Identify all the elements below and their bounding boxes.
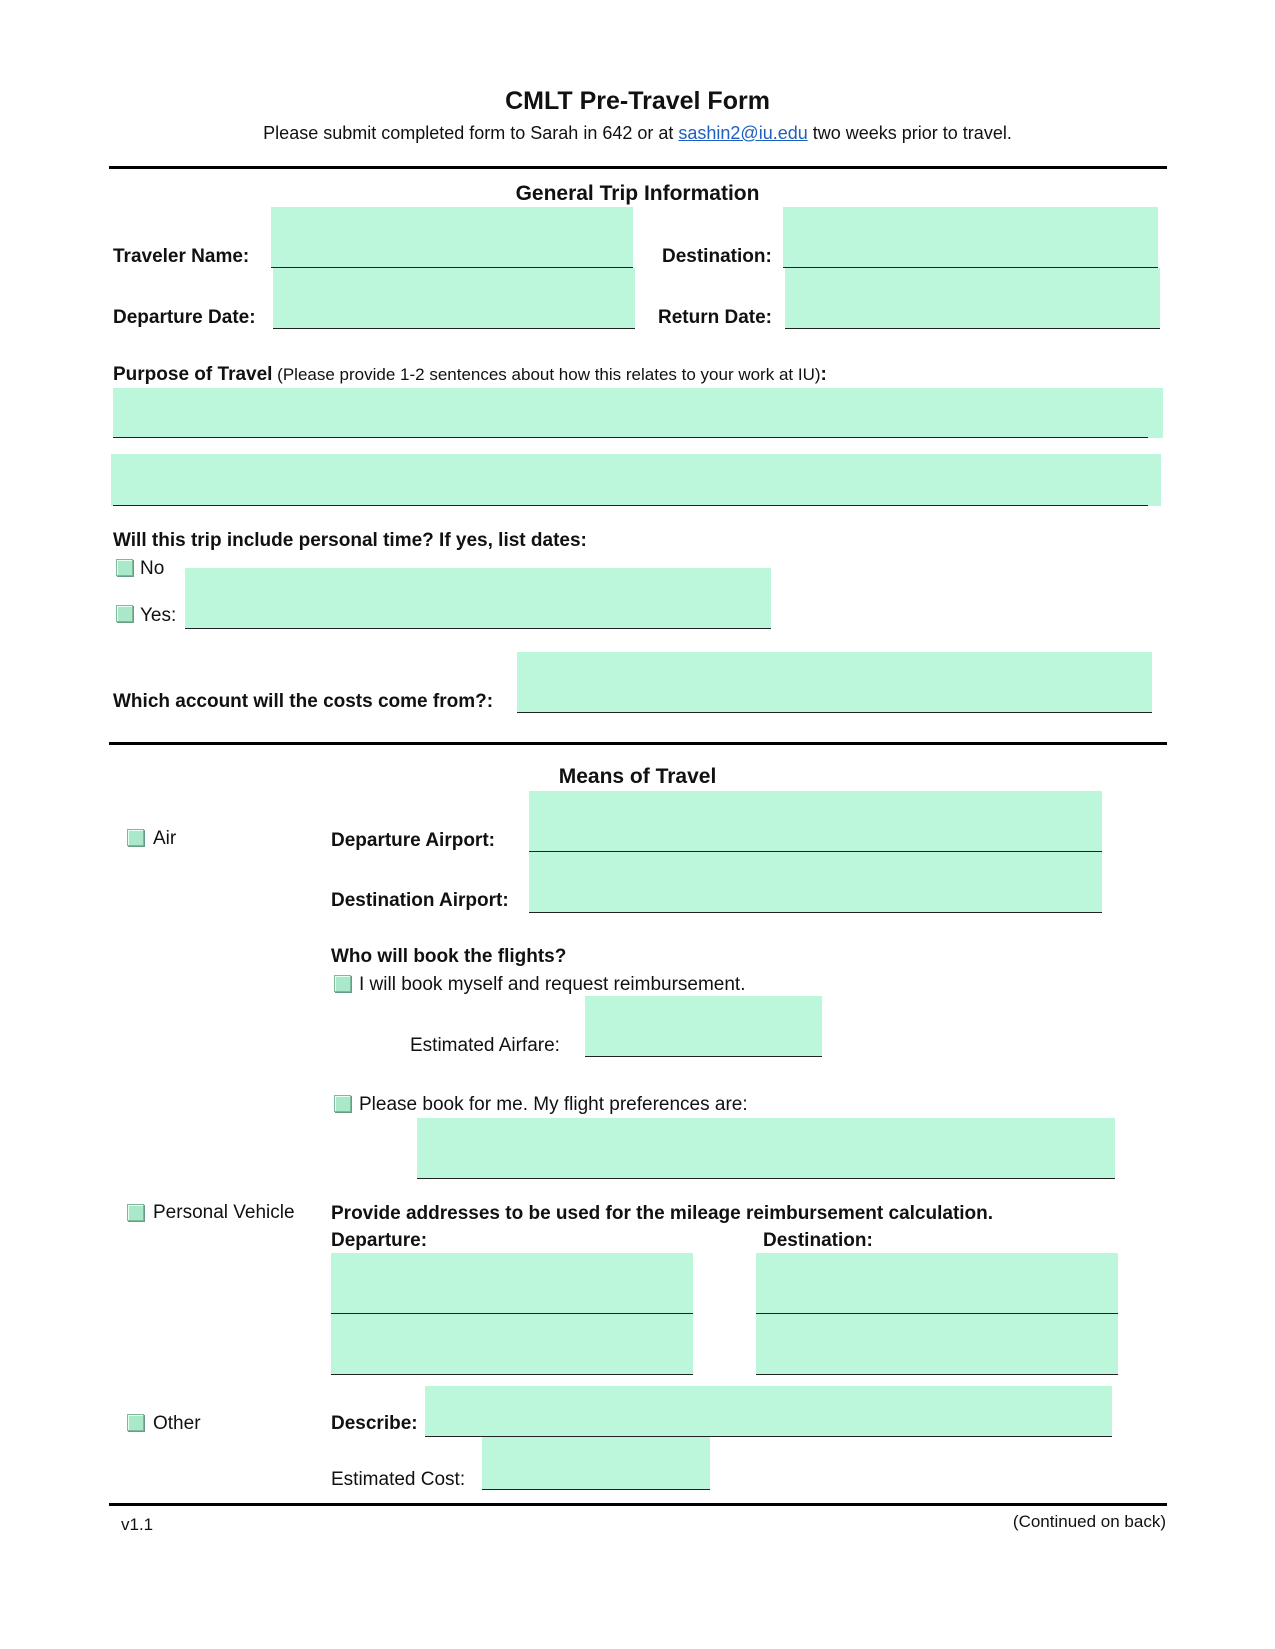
destination-label: Destination: bbox=[662, 246, 772, 267]
section-divider bbox=[109, 166, 1167, 169]
vehicle-destination-address-line-2[interactable] bbox=[756, 1314, 1118, 1375]
return-date-field[interactable] bbox=[785, 268, 1160, 329]
book-myself-checkbox[interactable] bbox=[334, 975, 351, 992]
vehicle-departure-address-line-1[interactable] bbox=[331, 1253, 693, 1314]
destination-airport-label: Destination Airport: bbox=[331, 890, 509, 911]
instructions-text-end: two weeks prior to travel. bbox=[807, 123, 1012, 143]
instructions-text: Please submit completed form to Sarah in 642 or at bbox=[263, 123, 679, 143]
version-label: v1.1 bbox=[121, 1515, 154, 1534]
other-label: Other bbox=[153, 1413, 201, 1434]
who-book-label: Who will book the flights? bbox=[331, 946, 567, 967]
account-field[interactable] bbox=[517, 652, 1152, 713]
section-divider bbox=[109, 742, 1167, 745]
estimated-cost-label: Estimated Cost: bbox=[331, 1469, 466, 1490]
flight-preferences-field[interactable] bbox=[417, 1118, 1115, 1179]
purpose-field-line-1[interactable] bbox=[113, 388, 1163, 438]
personal-time-dates-field[interactable] bbox=[185, 568, 771, 629]
purpose-colon: : bbox=[820, 364, 827, 385]
book-myself-label: I will book myself and request reimbursement. bbox=[359, 974, 746, 995]
means-of-travel-heading: Means of Travel bbox=[558, 765, 717, 788]
destination-airport-field[interactable] bbox=[529, 852, 1102, 913]
purpose-label-text: Purpose of Travel bbox=[113, 364, 273, 385]
purpose-hint: (Please provide 1-2 sentences about how this relates to your work at IU) bbox=[272, 365, 821, 384]
departure-date-label: Departure Date: bbox=[113, 307, 256, 328]
describe-label: Describe: bbox=[331, 1413, 418, 1434]
estimated-cost-field[interactable] bbox=[482, 1437, 710, 1490]
book-for-me-checkbox[interactable] bbox=[334, 1095, 351, 1112]
footer-divider bbox=[109, 1503, 1167, 1506]
general-trip-heading: General Trip Information bbox=[515, 182, 760, 205]
departure-date-field[interactable] bbox=[273, 268, 635, 329]
departure-airport-field[interactable] bbox=[529, 791, 1102, 852]
personal-vehicle-checkbox[interactable] bbox=[127, 1204, 144, 1221]
departure-airport-label: Departure Airport: bbox=[331, 830, 495, 851]
addresses-label: Provide addresses to be used for the mileage reimbursement calculation. bbox=[331, 1203, 994, 1224]
vehicle-departure-label: Departure: bbox=[331, 1230, 428, 1251]
account-label: Which account will the costs come from?: bbox=[113, 691, 494, 712]
estimated-airfare-label: Estimated Airfare: bbox=[410, 1035, 560, 1056]
air-label: Air bbox=[153, 828, 177, 849]
traveler-name-label: Traveler Name: bbox=[113, 246, 250, 267]
no-label: No bbox=[140, 558, 165, 579]
purpose-underline-2 bbox=[113, 505, 1148, 506]
form-title: CMLT Pre-Travel Form bbox=[505, 87, 770, 115]
yes-label: Yes: bbox=[140, 605, 177, 626]
personal-vehicle-label: Personal Vehicle bbox=[153, 1202, 295, 1223]
form-instructions bbox=[0, 123, 1275, 144]
other-checkbox[interactable] bbox=[127, 1414, 144, 1431]
email-link[interactable]: sashin2@iu.edu bbox=[678, 123, 808, 143]
estimated-airfare-field[interactable] bbox=[585, 996, 822, 1057]
vehicle-departure-address-line-2[interactable] bbox=[331, 1314, 693, 1375]
purpose-field-line-2[interactable] bbox=[111, 454, 1161, 506]
vehicle-destination-label: Destination: bbox=[763, 1230, 873, 1251]
personal-time-label: Will this trip include personal time? If yes, list dates: bbox=[113, 530, 587, 551]
personal-time-no-checkbox[interactable] bbox=[116, 559, 133, 576]
traveler-name-field[interactable] bbox=[271, 207, 633, 268]
describe-field[interactable] bbox=[425, 1386, 1112, 1437]
destination-field[interactable] bbox=[783, 207, 1158, 268]
air-checkbox[interactable] bbox=[127, 829, 144, 846]
continued-note: (Continued on back) bbox=[1012, 1512, 1166, 1531]
book-for-me-label: Please book for me. My flight preferences are: bbox=[359, 1094, 748, 1115]
purpose-label bbox=[113, 364, 827, 386]
vehicle-destination-address-line-1[interactable] bbox=[756, 1253, 1118, 1314]
personal-time-yes-checkbox[interactable] bbox=[116, 605, 133, 622]
return-date-label: Return Date: bbox=[658, 307, 773, 328]
purpose-underline-1 bbox=[113, 437, 1148, 438]
